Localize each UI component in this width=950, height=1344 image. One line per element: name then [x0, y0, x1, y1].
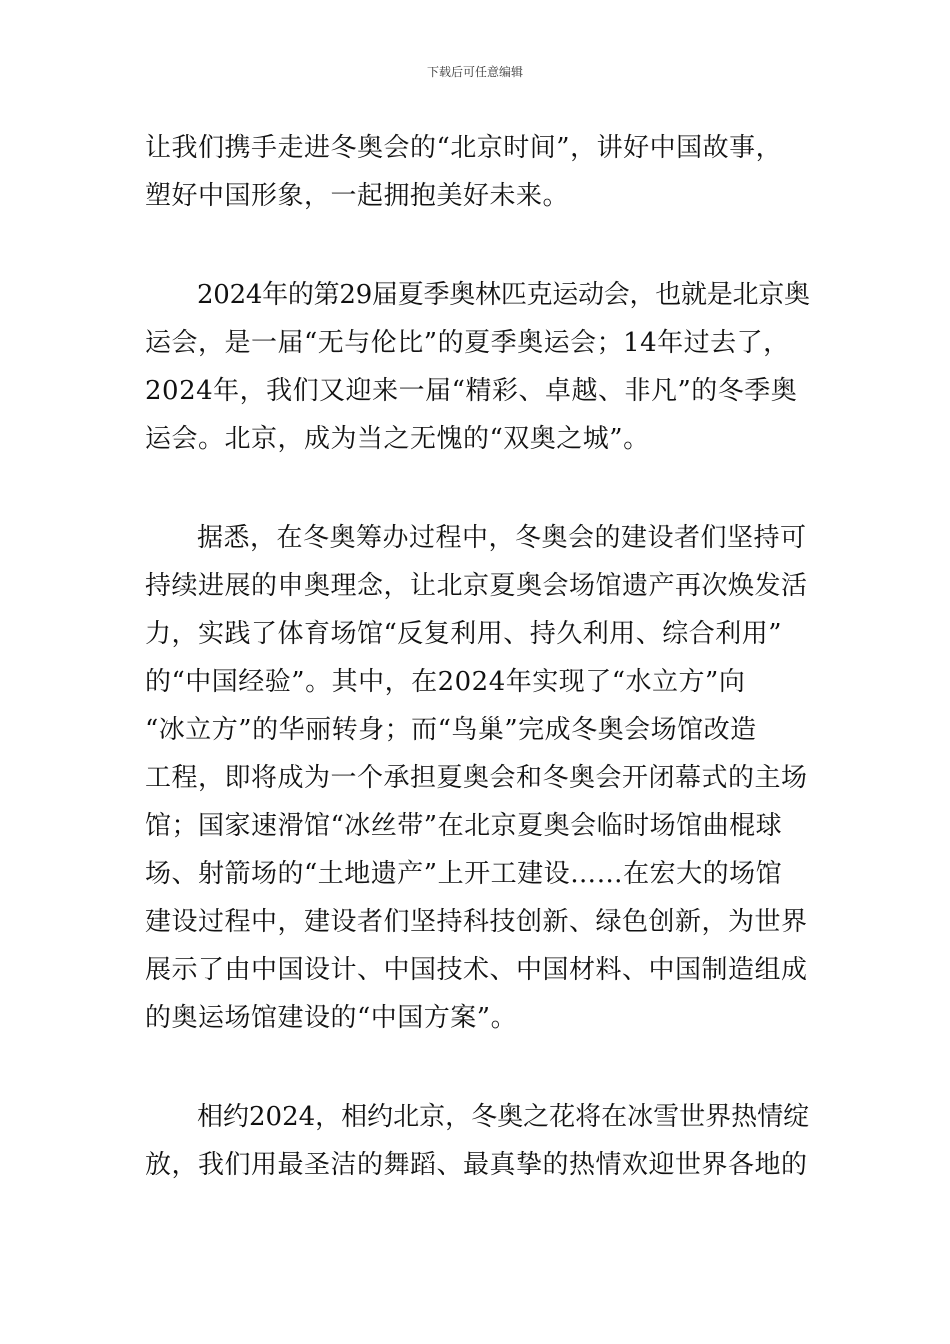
text-line: 2024年的第29届夏季奥林匹克运动会，也就是北京奥: [197, 280, 810, 310]
text-line: 相约2024，相约北京，冬奥之花将在冰雪世界热情绽: [197, 1102, 810, 1132]
text-line: 的“中国经验”。其中，在2024年实现了“水立方”向: [145, 667, 746, 697]
paragraph-gap: [145, 463, 810, 514]
text-line: 的奥运场馆建设的“中国方案”。: [145, 1003, 518, 1033]
paragraph-gap: [145, 1042, 810, 1093]
page-header-note: 下载后可任意编辑: [426, 65, 523, 79]
paragraph-1: [145, 124, 810, 220]
text-line: 持续进展的申奥理念，让北京夏奥会场馆遗产再次焕发活: [145, 571, 808, 601]
text-line: 场、射箭场的“土地遗产”上开工建设……在宏大的场馆: [145, 859, 783, 889]
paragraph-gap: [145, 220, 810, 271]
text-line: “冰立方”的华丽转身；而“鸟巢”完成冬奥会场馆改造: [145, 715, 757, 745]
text-line: 展示了由中国设计、中国技术、中国材料、中国制造组成: [145, 955, 808, 985]
paragraph-4: [145, 1093, 810, 1189]
text-line: 塑好中国形象，一起拥抱美好未来。: [145, 181, 570, 211]
text-line: 放，我们用最圣洁的舞蹈、最真挚的热情欢迎世界各地的: [145, 1150, 808, 1180]
text-line: 2024年，我们又迎来一届“精彩、卓越、非凡”的冬季奥: [145, 376, 798, 406]
text-line: 建设过程中，建设者们坚持科技创新、绿色创新，为世界: [145, 907, 808, 937]
document-body: [145, 124, 810, 1189]
text-line: 据悉，在冬奥筹办过程中，冬奥会的建设者们坚持可: [197, 523, 807, 553]
text-line: 力，实践了体育场馆“反复利用、持久利用、综合利用”: [145, 619, 783, 649]
text-line: 工程，即将成为一个承担夏奥会和冬奥会开闭幕式的主场: [145, 763, 808, 793]
text-line: 运会，是一届“无与伦比”的夏季奥运会；14年过去了，: [145, 328, 790, 358]
paragraph-3: [145, 514, 810, 1042]
text-line: 馆；国家速滑馆“冰丝带”在北京夏奥会临时场馆曲棍球: [145, 811, 783, 841]
text-line: 让我们携手走进冬奥会的“北京时间”，讲好中国故事，: [145, 133, 783, 163]
text-line: 运会。北京，成为当之无愧的“双奥之城”。: [145, 424, 650, 454]
paragraph-2: [145, 271, 810, 463]
